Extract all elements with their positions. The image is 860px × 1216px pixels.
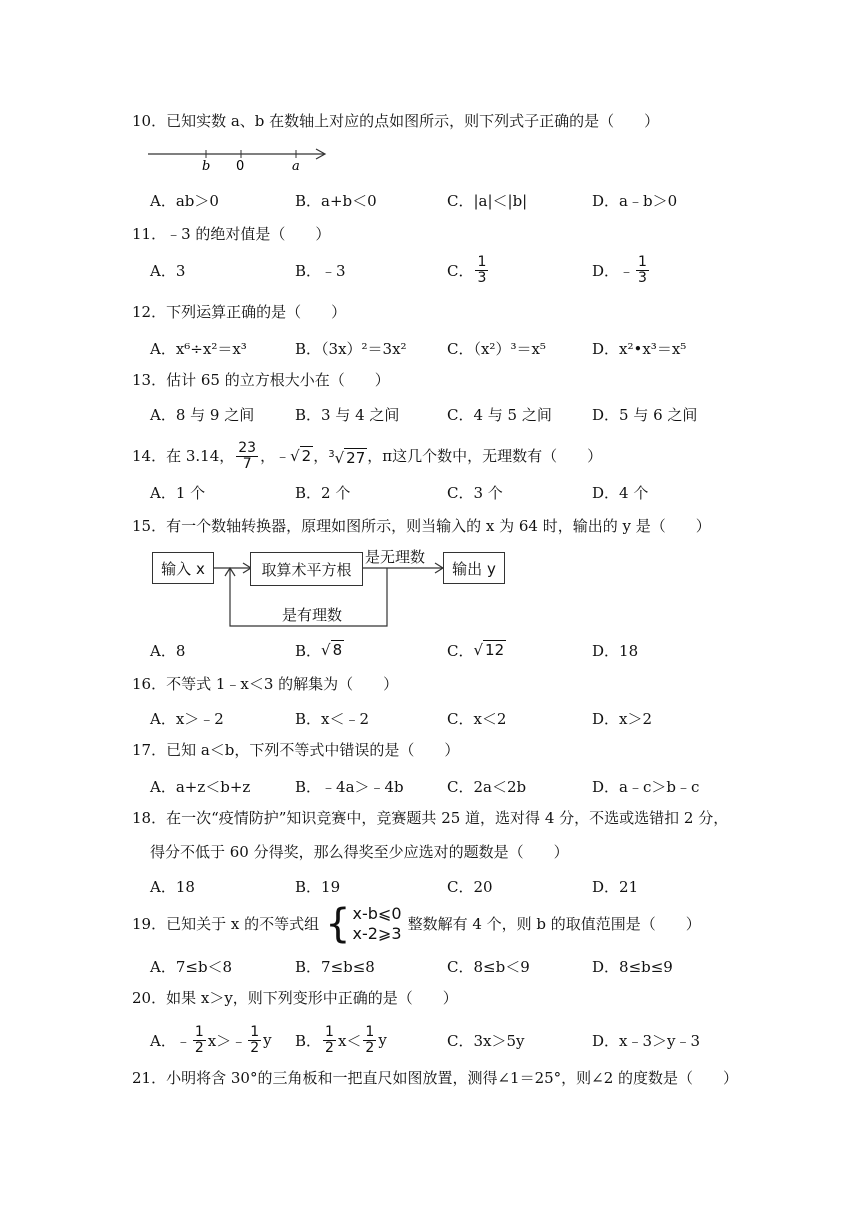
fraction-23-7: $\frac{23}{7}$ [238, 439, 257, 472]
option-b[interactable]: B．2 个 [295, 483, 351, 502]
option-d[interactable]: D．x﹣3＞y﹣3 [592, 1031, 701, 1050]
question-12: 12．下列运算正确的是（ ） [132, 303, 347, 321]
option-b[interactable]: B．3 与 4 之间 [295, 405, 400, 424]
option-d[interactable]: D．a﹣c＞b﹣c [592, 777, 700, 796]
converter-diagram [150, 546, 510, 632]
options-19 [150, 954, 740, 978]
option-d[interactable]: D．5 与 6 之间 [592, 405, 698, 424]
options-16 [150, 706, 740, 730]
option-a[interactable]: A．1 个 [150, 483, 206, 502]
rational-label: 是有理数 [282, 606, 343, 624]
number-line-figure [148, 144, 330, 172]
option-c[interactable]: C．3 个 [447, 483, 503, 502]
option-a[interactable]: A．a+z＜b+z [150, 777, 251, 796]
cbrt-27: $^3$√ 27 [328, 448, 366, 467]
option-a[interactable]: A．x⁶÷x²＝x³ [150, 339, 247, 358]
option-a[interactable]: A．x＞﹣2 [150, 709, 224, 728]
options-13 [150, 402, 740, 426]
sqrt-process-box: 取算术平方根 [250, 552, 363, 586]
irrational-label: 是无理数 [365, 548, 426, 566]
option-d[interactable]: D．8≤b≤9 [592, 957, 673, 976]
option-c[interactable]: C．x＜2 [447, 709, 507, 728]
option-d[interactable]: D．x＞2 [592, 709, 653, 728]
question-21: 21．小明将含 30°的三角板和一把直尺如图放置，测得∠1＝25°，则∠2 的度数是（ ） [132, 1069, 739, 1087]
option-d[interactable]: D． ﹣ $\frac{1}{3}$ [592, 253, 647, 286]
question-16: 16．不等式 1﹣x＜3 的解集为（ ） [132, 675, 399, 693]
option-c[interactable]: C． $\frac{1}{3}$ [447, 253, 487, 286]
option-b[interactable]: B．x＜﹣2 [295, 709, 370, 728]
sqrt-2: √ 2 [290, 447, 312, 465]
option-d[interactable]: D．18 [592, 641, 639, 660]
question-14: 14． 在 3.14， $\frac{23}{7}$ ，﹣ √ 2 ， $^3$√ 27 ，π这几个数中，无理数有（ ） [132, 439, 603, 472]
options-11 [150, 253, 740, 286]
option-c[interactable]: C．4 与 5 之间 [447, 405, 552, 424]
option-c[interactable]: C．8≤b＜9 [447, 957, 530, 976]
options-17 [150, 774, 740, 798]
question-10: 10．已知实数 a、b 在数轴上对应的点如图所示，则下列式子正确的是（ ） [132, 112, 660, 130]
sqrt-8: √ 8 [321, 641, 343, 659]
option-c[interactable]: C． √ 12 [447, 641, 505, 660]
fraction-half: $\frac{1}{2}$ [250, 1023, 260, 1056]
options-20 [150, 1022, 740, 1058]
question-11: 11．﹣3 的绝对值是（ ） [132, 225, 331, 243]
question-19: 19． 已知关于 x 的不等式组 { x-b⩽0 x-2⩾3 整数解有 4 个，则 b 的取值范围是（ ） [132, 901, 701, 947]
fraction-half: $\frac{1}{2}$ [194, 1023, 204, 1056]
options-15 [150, 638, 740, 662]
option-b[interactable]: B．7≤b≤8 [295, 957, 375, 976]
option-b[interactable]: B．a+b＜0 [295, 191, 377, 210]
option-a[interactable]: A． ﹣ $\frac{1}{2}$ x＞﹣ $\frac{1}{2}$ y [150, 1023, 272, 1056]
sqrt-12: √ 12 [473, 641, 505, 659]
options-14 [150, 480, 740, 504]
option-d[interactable]: D．21 [592, 877, 639, 896]
axis-label-b: b [202, 159, 211, 172]
option-b[interactable]: B． $\frac{1}{2}$ x＜ $\frac{1}{2}$ y [295, 1023, 387, 1056]
option-a[interactable]: A．18 [150, 877, 195, 896]
option-c[interactable]: C．|a|＜|b| [447, 191, 528, 210]
option-c[interactable]: C．2a＜2b [447, 777, 527, 796]
fraction: $\frac{1}{3}$ [638, 253, 647, 286]
question-15: 15．有一个数轴转换器，原理如图所示，则当输入的 x 为 64 时，输出的 y 是（ ） [132, 517, 711, 535]
option-a[interactable]: A．7≤b＜8 [150, 957, 233, 976]
fraction: $\frac{1}{3}$ [477, 253, 487, 286]
option-a[interactable]: A．8 与 9 之间 [150, 405, 255, 424]
option-b[interactable]: B．19 [295, 877, 341, 896]
question-18: 18．在一次“疫情防护”知识竞赛中，竞赛题共 25 道，选对得 4 分，不选或选错扣 2 分， [132, 809, 729, 827]
options-12 [150, 336, 740, 360]
option-b[interactable]: B．﹣4a＞﹣4b [295, 777, 404, 796]
output-box: 输出 y [443, 552, 505, 584]
option-d[interactable]: D．a﹣b＞0 [592, 191, 678, 210]
option-d[interactable]: D．x²•x³＝x⁵ [592, 339, 687, 358]
options-10 [150, 188, 740, 212]
axis-label-a: a [292, 159, 300, 172]
question-18-line-2: 得分不低于 60 分得奖，那么得奖至少应选对的题数是（ ） [150, 843, 569, 861]
option-d[interactable]: D．4 个 [592, 483, 649, 502]
fraction-half: $\frac{1}{2}$ [365, 1023, 375, 1056]
question-20: 20．如果 x＞y，则下列变形中正确的是（ ） [132, 989, 458, 1007]
option-b[interactable]: B．（3x）²＝3x² [295, 339, 407, 358]
option-a[interactable]: A．8 [150, 641, 186, 660]
inequality-system: { x-b⩽0 x-2⩾3 [325, 901, 402, 947]
option-b[interactable]: B．﹣3 [295, 261, 346, 280]
question-13: 13．估计 65 的立方根大小在（ ） [132, 371, 390, 389]
fraction-half: $\frac{1}{2}$ [325, 1023, 334, 1056]
options-18 [150, 874, 740, 898]
left-brace-icon: { [325, 901, 351, 947]
question-17: 17．已知 a＜b，下列不等式中错误的是（ ） [132, 741, 460, 759]
option-c[interactable]: C．3x＞5y [447, 1031, 525, 1050]
option-a[interactable]: A．3 [150, 261, 186, 280]
input-box: 输入 x [152, 552, 214, 584]
option-a[interactable]: A．ab＞0 [150, 191, 219, 210]
option-b[interactable]: B． √ 8 [295, 641, 343, 660]
option-c[interactable]: C．20 [447, 877, 493, 896]
option-c[interactable]: C．（x²）³＝x⁵ [447, 339, 546, 358]
axis-label-zero: 0 [236, 159, 245, 172]
